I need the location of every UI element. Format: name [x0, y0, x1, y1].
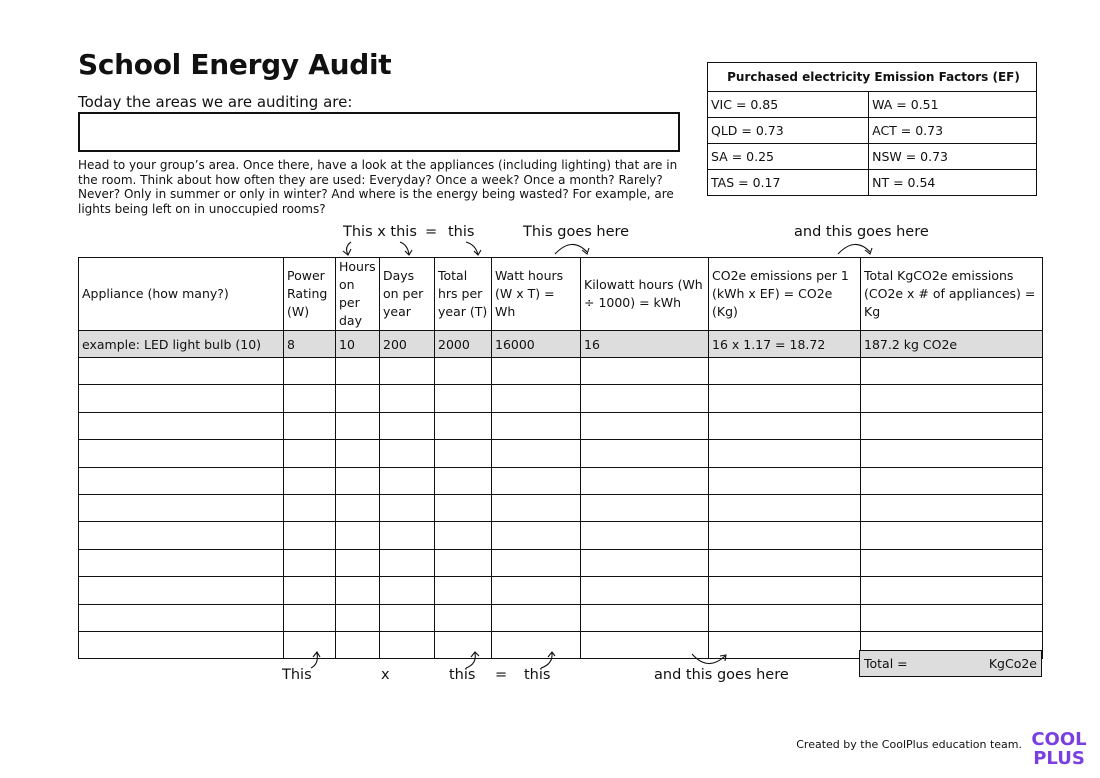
col-watt-hours: Watt hours (W x T) = Wh: [492, 258, 581, 331]
ef-cell: TAS = 0.17: [708, 170, 869, 196]
col-total-co2e: Total KgCO2e emissions (CO2e x # of appliances) = Kg: [861, 258, 1043, 331]
table-row: [79, 604, 1043, 631]
table-cell-input[interactable]: [709, 604, 861, 631]
footer-credit: Created by the CoolPlus education team.: [796, 738, 1022, 751]
note-equals: =: [425, 224, 438, 240]
curved-arrow-icon: [347, 242, 351, 255]
table-cell: 16: [581, 331, 709, 358]
table-cell-input[interactable]: [709, 549, 861, 576]
table-cell-input[interactable]: [435, 522, 492, 549]
curved-arrow-icon: [466, 242, 478, 255]
table-cell-input[interactable]: [79, 604, 284, 631]
table-cell: 16000: [492, 331, 581, 358]
col-total-hours: Total hrs per year (T): [435, 258, 492, 331]
table-cell-input[interactable]: [492, 549, 581, 576]
table-cell-input[interactable]: [336, 494, 380, 521]
table-cell-input[interactable]: [380, 385, 435, 412]
curved-arrow-icon: [555, 244, 587, 254]
table-cell-input[interactable]: [284, 440, 336, 467]
table-cell-input[interactable]: [861, 412, 1043, 439]
table-cell-input[interactable]: [435, 385, 492, 412]
table-cell-input[interactable]: [435, 631, 492, 658]
table-cell-input[interactable]: [336, 631, 380, 658]
table-cell-input[interactable]: [79, 385, 284, 412]
table-cell-input[interactable]: [581, 549, 709, 576]
col-co2e-per-one: CO2e emissions per 1 (kWh x EF) = CO2e (Kg): [709, 258, 861, 331]
table-cell-input[interactable]: [380, 494, 435, 521]
table-cell-input[interactable]: [380, 604, 435, 631]
table-cell-input[interactable]: [581, 577, 709, 604]
table-cell-input[interactable]: [79, 440, 284, 467]
table-cell-input[interactable]: [79, 467, 284, 494]
table-cell-input[interactable]: [709, 577, 861, 604]
curved-arrow-icon: [838, 244, 870, 254]
table-cell-input[interactable]: [581, 412, 709, 439]
table-cell-input[interactable]: [709, 358, 861, 385]
table-cell-input[interactable]: [336, 577, 380, 604]
table-cell-input[interactable]: [435, 577, 492, 604]
col-power-rating: Power Rating (W): [284, 258, 336, 331]
table-cell-input[interactable]: [492, 631, 581, 658]
table-cell-input[interactable]: [492, 494, 581, 521]
ef-cell: QLD = 0.73: [708, 118, 869, 144]
note-this-goes-here: This goes here: [523, 224, 630, 240]
table-cell-input[interactable]: [79, 358, 284, 385]
table-row: [79, 440, 1043, 467]
logo-text-cool: COOL: [1031, 729, 1087, 750]
table-cell-input[interactable]: [861, 467, 1043, 494]
coolplus-logo: [1030, 726, 1088, 768]
note-this-x-this: This x this: [343, 224, 417, 240]
table-cell-input[interactable]: [492, 577, 581, 604]
table-cell-input[interactable]: [861, 522, 1043, 549]
curved-arrow-icon: [474, 250, 481, 255]
note-and-this-goes-here: and this goes here: [794, 224, 929, 240]
table-cell-input[interactable]: [284, 385, 336, 412]
audit-header-row: [79, 258, 1043, 331]
table-cell-input[interactable]: [336, 412, 380, 439]
ef-cell: NSW = 0.73: [869, 144, 1037, 170]
table-cell-input[interactable]: [284, 577, 336, 604]
table-cell-input[interactable]: [492, 412, 581, 439]
table-cell-input[interactable]: [861, 494, 1043, 521]
curved-arrow-icon: [400, 242, 409, 255]
note-this-1: This: [282, 667, 312, 683]
table-cell-input[interactable]: [492, 604, 581, 631]
table-row: [79, 467, 1043, 494]
table-cell-input[interactable]: [581, 467, 709, 494]
table-cell-input[interactable]: [492, 358, 581, 385]
table-cell-input[interactable]: [861, 577, 1043, 604]
curved-arrow-icon: [405, 250, 412, 255]
table-cell-input[interactable]: [79, 412, 284, 439]
table-cell-input[interactable]: [380, 522, 435, 549]
table-cell-input[interactable]: [79, 522, 284, 549]
table-cell-input[interactable]: [284, 522, 336, 549]
table-cell-input[interactable]: [861, 549, 1043, 576]
table-cell-input[interactable]: [435, 412, 492, 439]
table-cell-input[interactable]: [336, 440, 380, 467]
table-cell-input[interactable]: [380, 467, 435, 494]
table-cell-input[interactable]: [435, 358, 492, 385]
ef-cell: WA = 0.51: [869, 92, 1037, 118]
table-cell-input[interactable]: [284, 467, 336, 494]
table-cell-input[interactable]: [709, 385, 861, 412]
note-this-2: this: [449, 667, 476, 683]
ef-cell: NT = 0.54: [869, 170, 1037, 196]
note-x: x: [381, 667, 390, 683]
col-kilowatt-hours: Kilowatt hours (Wh ÷ 1000) = kWh: [581, 258, 709, 331]
ef-cell: SA = 0.25: [708, 144, 869, 170]
curved-arrow-icon: [582, 248, 589, 254]
ef-cell: ACT = 0.73: [869, 118, 1037, 144]
table-cell-input[interactable]: [79, 577, 284, 604]
table-cell-input[interactable]: [380, 577, 435, 604]
table-cell-input[interactable]: [492, 522, 581, 549]
table-row: [79, 412, 1043, 439]
note-equals-bottom: =: [495, 667, 508, 683]
col-appliance: Appliance (how many?): [79, 258, 284, 331]
table-cell-input[interactable]: [709, 631, 861, 658]
areas-input-box[interactable]: [78, 112, 680, 152]
table-cell-input[interactable]: [709, 412, 861, 439]
table-cell-input[interactable]: [861, 385, 1043, 412]
table-cell-input[interactable]: [284, 604, 336, 631]
table-cell-input[interactable]: [380, 440, 435, 467]
table-row: [79, 522, 1043, 549]
ef-cell: VIC = 0.85: [708, 92, 869, 118]
table-cell-input[interactable]: [581, 440, 709, 467]
table-row: [79, 577, 1043, 604]
logo-text-plus: PLUS: [1033, 748, 1085, 768]
table-cell-input[interactable]: [581, 494, 709, 521]
total-unit: KgCo2e: [988, 656, 1037, 671]
table-cell: 187.2 kg CO2e: [861, 331, 1043, 358]
table-cell-input[interactable]: [336, 522, 380, 549]
page-title: School Energy Audit: [78, 48, 392, 81]
table-cell-input[interactable]: [492, 440, 581, 467]
table-cell-input[interactable]: [284, 631, 336, 658]
table-cell-input[interactable]: [709, 522, 861, 549]
table-cell-input[interactable]: [581, 604, 709, 631]
table-cell-input[interactable]: [284, 358, 336, 385]
emission-factors-title: Purchased electricity Emission Factors (EF): [708, 63, 1037, 92]
col-hours-per-day: Hours on per day: [336, 258, 380, 331]
table-cell-input[interactable]: [709, 467, 861, 494]
table-cell-input[interactable]: [336, 385, 380, 412]
table-cell-input[interactable]: [492, 467, 581, 494]
table-cell-input[interactable]: [284, 412, 336, 439]
table-cell-input[interactable]: [336, 604, 380, 631]
table-cell-input[interactable]: [435, 440, 492, 467]
table-cell: 16 x 1.17 = 18.72: [709, 331, 861, 358]
table-cell-input[interactable]: [79, 549, 284, 576]
table-cell-input[interactable]: [435, 604, 492, 631]
table-cell-input[interactable]: [581, 358, 709, 385]
table-cell-input[interactable]: [581, 522, 709, 549]
emission-factors-table: [707, 62, 1037, 196]
table-cell-input[interactable]: [284, 494, 336, 521]
note-this-3: this: [524, 667, 551, 683]
table-row: [79, 494, 1043, 521]
table-cell-input[interactable]: [336, 549, 380, 576]
table-row: [79, 358, 1043, 385]
table-cell-input[interactable]: [336, 358, 380, 385]
audit-table: [78, 257, 1043, 659]
table-cell: 10: [336, 331, 380, 358]
table-cell: 8: [284, 331, 336, 358]
table-cell-input[interactable]: [709, 440, 861, 467]
table-cell-input[interactable]: [79, 494, 284, 521]
table-row: [79, 385, 1043, 412]
table-cell-input[interactable]: [435, 467, 492, 494]
table-cell-input[interactable]: [861, 358, 1043, 385]
total-box: [859, 650, 1042, 677]
table-cell-input[interactable]: [581, 385, 709, 412]
table-cell-input[interactable]: [380, 412, 435, 439]
areas-label: Today the areas we are auditing are:: [78, 93, 353, 111]
table-cell-input[interactable]: [709, 494, 861, 521]
table-cell-input[interactable]: [380, 631, 435, 658]
table-cell: 2000: [435, 331, 492, 358]
table-cell-input[interactable]: [380, 358, 435, 385]
table-cell-input[interactable]: [861, 604, 1043, 631]
table-row: [79, 549, 1043, 576]
note-this: this: [448, 224, 475, 240]
table-cell-input[interactable]: [79, 631, 284, 658]
table-cell-input[interactable]: [336, 467, 380, 494]
curved-arrow-icon: [865, 248, 872, 254]
instructions-text: Head to your group’s area. Once there, have a look at the appliances (including lighting) that are in the room. Think about how often they are used: Everyday? Once a week? Once a month? Rarely? Never? Only in summer or only in winter? And where is the energy being wasted? For example, are lights being left on in unoccupied rooms?: [78, 158, 678, 216]
col-days-per-year: Days on per year: [380, 258, 435, 331]
table-cell-input[interactable]: [435, 494, 492, 521]
table-cell: 200: [380, 331, 435, 358]
curved-arrow-icon: [343, 249, 351, 255]
table-cell-input[interactable]: [492, 385, 581, 412]
note-and-this-goes-here-bottom: and this goes here: [654, 667, 789, 683]
table-cell-input[interactable]: [284, 549, 336, 576]
table-cell-input[interactable]: [380, 549, 435, 576]
table-cell-input[interactable]: [861, 440, 1043, 467]
table-cell: example: LED light bulb (10): [79, 331, 284, 358]
table-cell-input[interactable]: [435, 549, 492, 576]
table-cell-input[interactable]: [581, 631, 709, 658]
total-label: Total =: [864, 656, 908, 671]
example-row: [79, 331, 1043, 358]
